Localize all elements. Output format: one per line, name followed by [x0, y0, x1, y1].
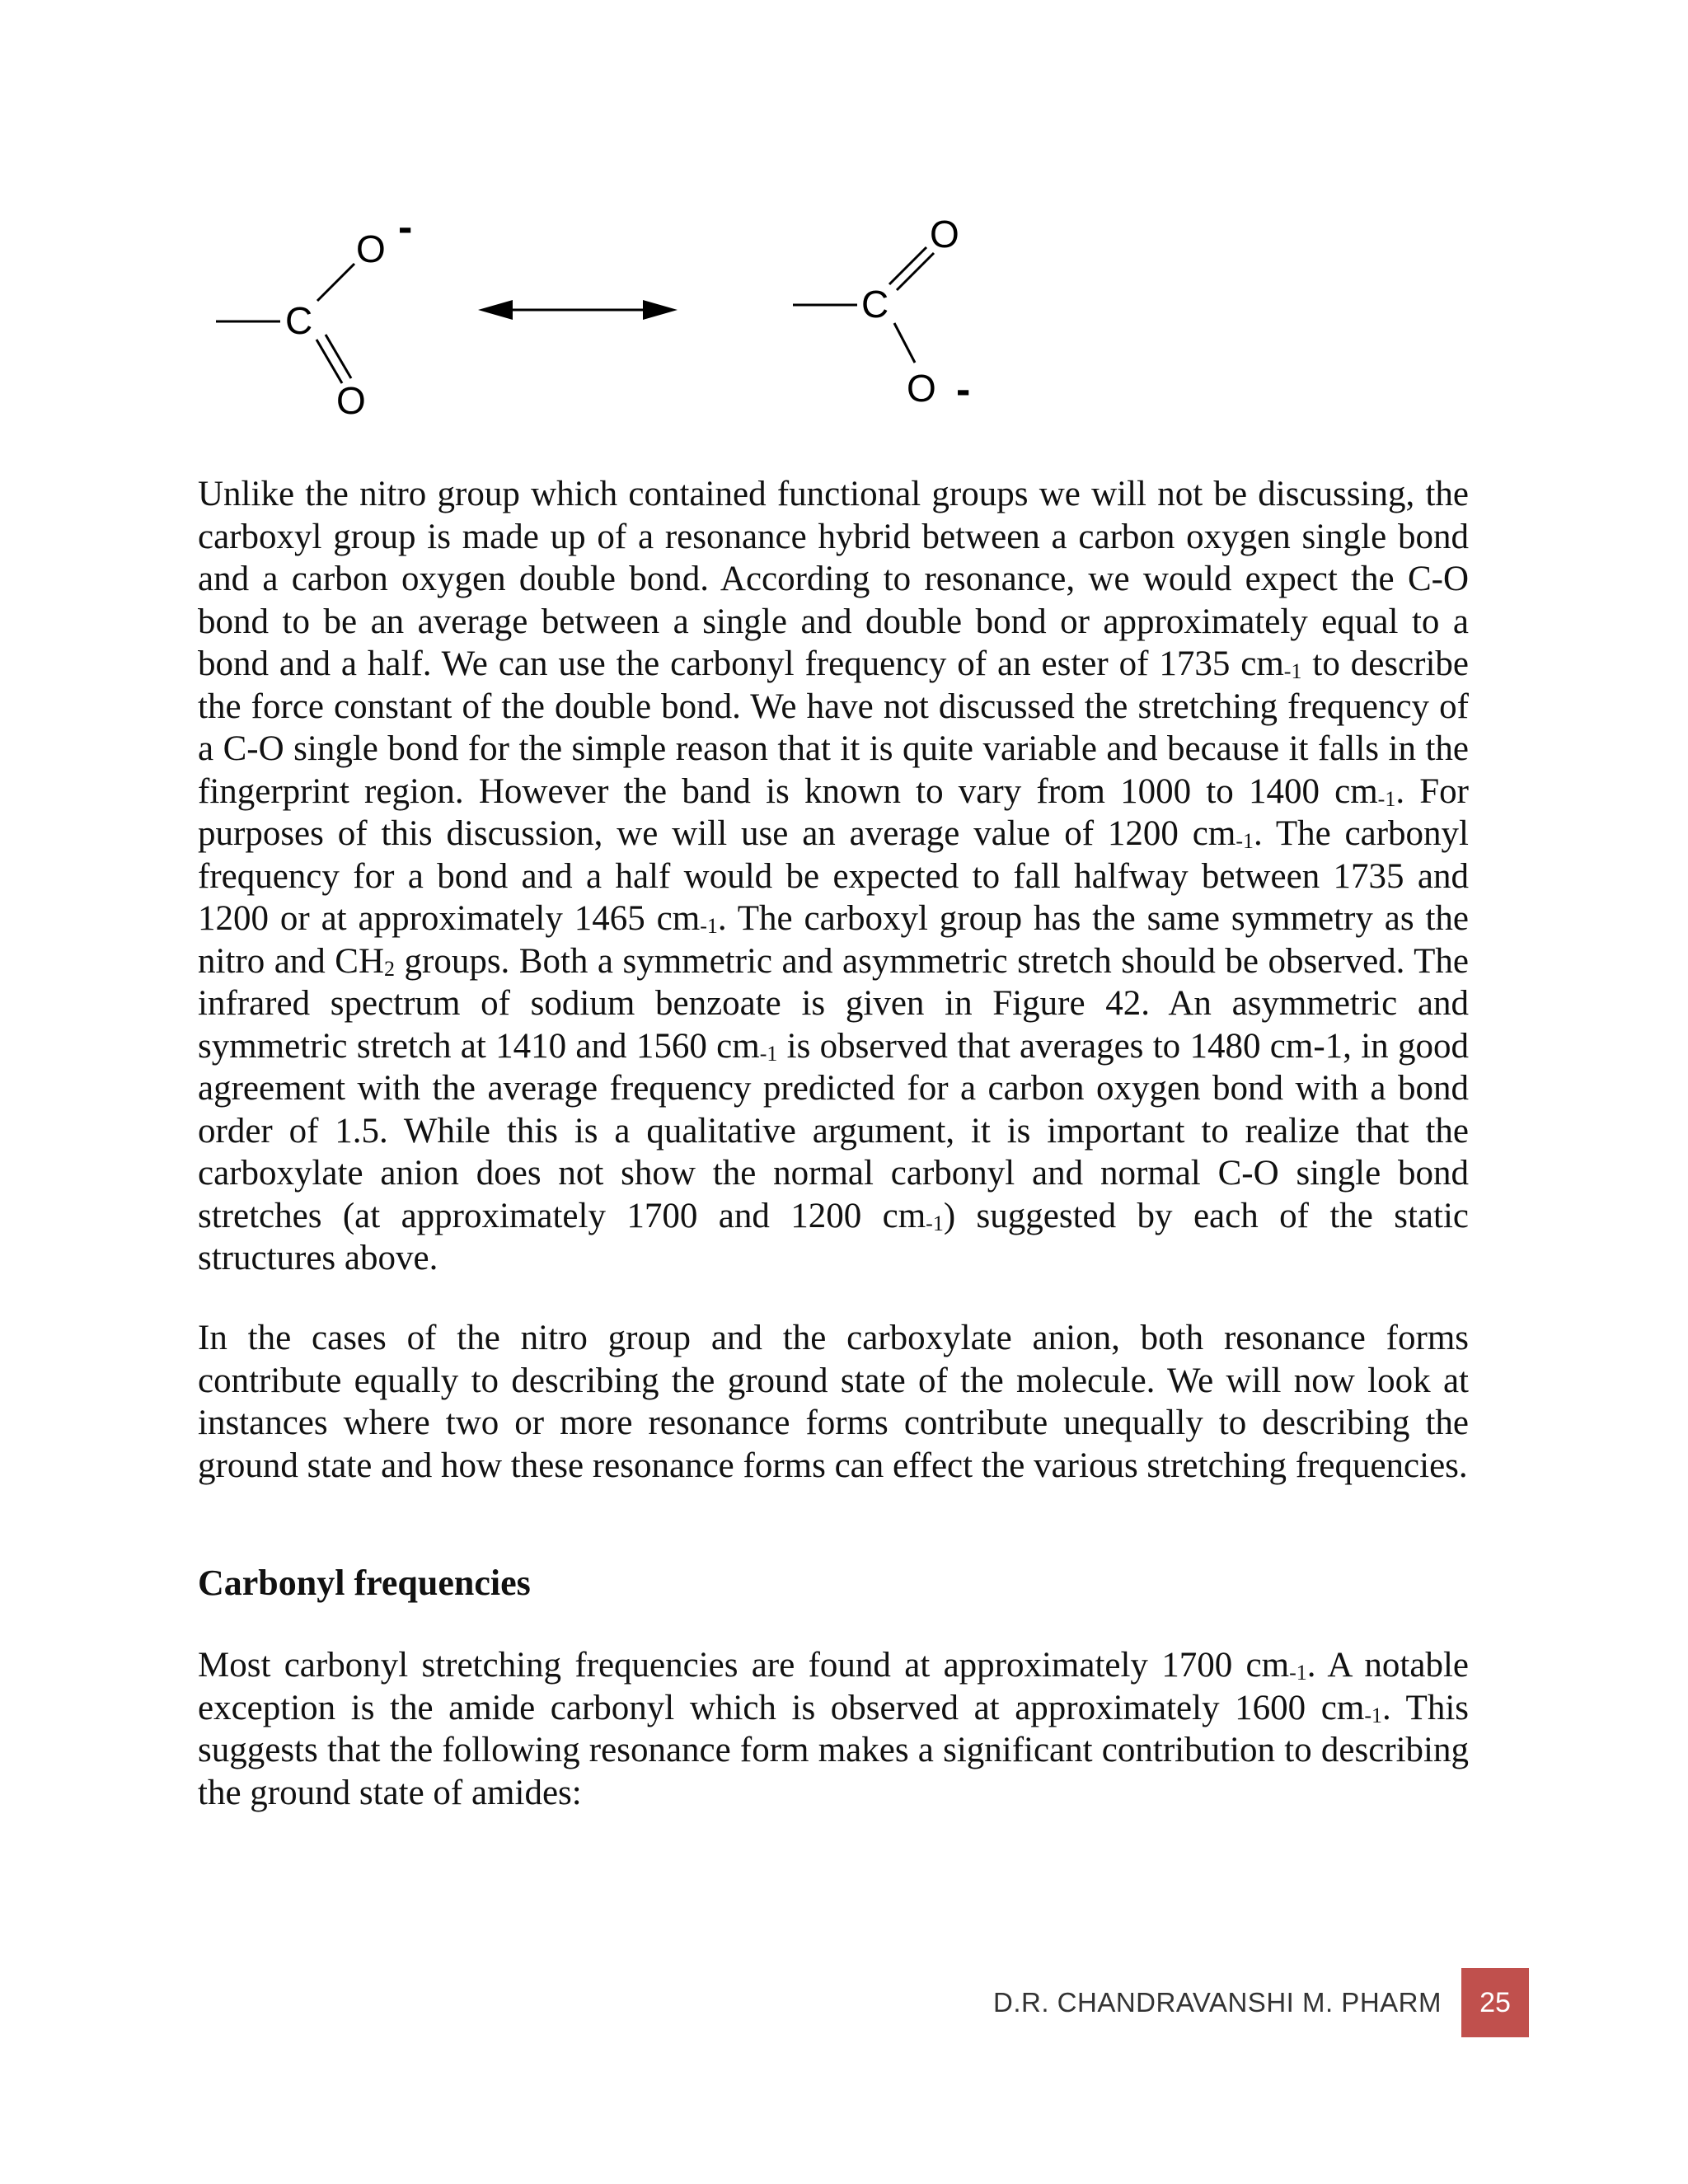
right-single-bond — [894, 323, 915, 363]
right-negative-charge: - — [956, 366, 971, 414]
left-single-bond — [317, 264, 354, 301]
left-oxygen-top-label: O — [356, 227, 386, 270]
left-carboxylate-structure — [216, 204, 412, 422]
section-heading-carbonyl-frequencies: Carbonyl frequencies — [198, 1563, 531, 1603]
resonance-scheme — [0, 0, 1688, 462]
resonance-arrow — [478, 300, 678, 320]
page-footer — [993, 1968, 1529, 2037]
right-oxygen-bottom-label: O — [907, 367, 936, 410]
right-carbon-label: C — [861, 283, 889, 326]
paragraph-carboxyl-resonance: Unlike the nitro group which contained functional groups we will not be discussing, the carboxyl group is made up of a resonance hybrid between a carbon oxygen single bond and a carbon oxygen double bond. According to resonance, we would expect the C-O bond to be an average between a single and double bond or approximately equal to a bond and a half. We can use the carbonyl frequency of an ester of 1735 $cm_{-1}$ to describe the force constant of the double bond. We have not discussed the stretching frequency of a C-O single bond for the simple reason that it is quite variable and because it falls in the fingerprint region. However the band is known to vary from 1000 to 1400 $cm_{-1}$. For purposes of this discussion, we will use an average value of 1200 $cm_{-1}$. The carbonyl frequency for a bond and a half would be expected to fall halfway between 1735 and 1200 or at approximately 1465 $cm_{-1}$. The carboxyl group has the same symmetry as the nitro and $CH_2$ groups. Both a symmetric and asymmetric stretch should be observed. The infrared spectrum of sodium benzoate is given in Figure 42. An asymmetric and symmetric stretch at 1410 and 1560 $cm_{-1}$ is observed that averages to 1480 cm-1, in good agreement with the average frequency predicted for a carbon oxygen bond with a bond order of 1.5. While this is a qualitative argument, it is important to realize that the carboxylate anion does not show the normal carbonyl and normal C-O single bond stretches (at approximately 1700 and 1200 $cm_{-1}$) suggested by each of the static structures above. — [198, 475, 1470, 1277]
page-number: 25 — [1479, 1986, 1511, 2018]
page-number-badge — [1461, 1968, 1529, 2037]
left-double-bond-b — [326, 335, 351, 378]
left-negative-charge: - — [398, 204, 413, 251]
paragraph-resonance-contributions: In the cases of the nitro group and the carboxylate anion, both resonance forms contribute equally to describing the ground state of the molecule. We will now look at instances where two or more resonance forms contribute unequally to describing the ground state and how these resonance forms can effect the various stretching frequencies. — [198, 1319, 1469, 1485]
right-oxygen-top-label: O — [930, 213, 959, 255]
right-carboxylate-structure — [793, 213, 970, 414]
left-double-bond-a — [316, 340, 342, 383]
footer-author: D.R. CHANDRAVANSHI M. PHARM — [993, 1987, 1442, 2018]
paragraph-carbonyl-frequencies: Most carbonyl stretching frequencies are found at approximately 1700 $cm_{-1}$. A notable exception is the amide carbonyl which is observed at approximately 1600 $cm_{-1}$. This suggests that the following resonance form makes a significant contribution to describing the ground state of amides: — [198, 1646, 1469, 1812]
left-oxygen-bottom-label: O — [336, 379, 366, 422]
left-carbon-label: C — [285, 299, 313, 342]
